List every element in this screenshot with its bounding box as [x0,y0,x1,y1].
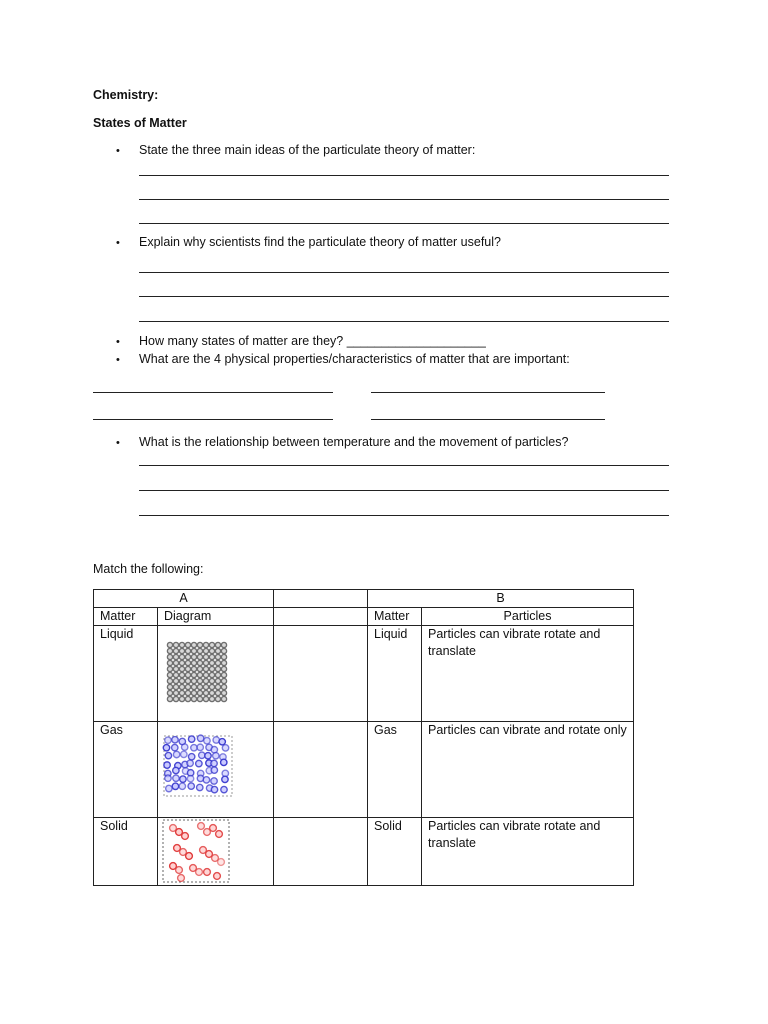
grid-particle [203,684,208,689]
grid-particle [209,648,214,653]
row-matter-a: Liquid [94,626,158,722]
blue-particle [219,739,225,745]
blue-particle [211,767,217,773]
blue-particle [173,767,179,773]
grid-particle [167,648,172,653]
answer-line[interactable] [139,272,669,273]
row-matter-b: Solid [368,818,422,886]
blue-particle [166,785,172,791]
grid-particle [197,666,202,671]
grid-particle [215,696,220,701]
bullet-1: • [116,145,120,157]
red-particle [198,823,205,830]
grid-particle [167,672,172,677]
question-2: Explain why scientists find the particulate theory of matter useful? [139,235,501,249]
grid-particle [167,684,172,689]
grid-particle [185,690,190,695]
grid-particle [197,660,202,665]
grid-particle [167,654,172,659]
grid-particle [209,642,214,647]
grid-particle [179,642,184,647]
grid-particle [167,642,172,647]
grid-particle [185,660,190,665]
question-1: State the three main ideas of the particulate theory of matter: [139,143,476,157]
grid-particle [197,690,202,695]
grid-particle [221,684,226,689]
blue-particle [222,745,228,751]
red-particle [210,825,217,832]
blue-particle [211,760,217,766]
grid-particle [215,684,220,689]
grid-particle [173,654,178,659]
blue-particle [203,777,209,783]
grid-particles-diagram [158,626,274,720]
grid-particle [191,660,196,665]
red-particle [186,853,193,860]
grid-particle [191,684,196,689]
grid-particle [215,648,220,653]
blue-particle [191,745,197,751]
grid-particle [185,684,190,689]
grid-particle [209,684,214,689]
grid-particle [179,672,184,677]
blue-particle [222,776,228,782]
bullet-4: • [116,354,120,366]
blue-particle [211,778,217,784]
match-title: Match the following: [93,562,204,576]
grid-particle [191,672,196,677]
blue-particle [181,744,187,750]
grid-particle [221,672,226,677]
grid-particle [179,696,184,701]
bullet-5: • [116,437,120,449]
grid-particle [197,678,202,683]
blue-particle [187,760,193,766]
grid-particle [191,690,196,695]
grid-particle [173,696,178,701]
blue-particle [204,737,210,743]
answer-line[interactable] [139,490,669,491]
grid-particle [215,678,220,683]
property-answer-line[interactable] [371,392,605,393]
grid-particle [167,696,172,701]
grid-particle [203,690,208,695]
row-matter-a: Solid [94,818,158,886]
match-answer-cell[interactable] [274,818,368,886]
grid-particle [197,672,202,677]
blue-particle [179,783,185,789]
diagram-cell [158,626,274,722]
grid-particle [191,696,196,701]
grid-particle [221,642,226,647]
blue-particle [211,786,217,792]
grid-particle [179,648,184,653]
red-particle [204,869,211,876]
grid-particle [185,678,190,683]
diagram-header: Diagram [158,608,274,626]
row-matter-b: Gas [368,722,422,818]
grid-particle [209,660,214,665]
red-particle [182,833,189,840]
grid-particle [215,660,220,665]
grid-particle [221,660,226,665]
grid-particle [173,648,178,653]
blue-particle [221,786,227,792]
blue-particle [188,754,194,760]
grid-particle [179,678,184,683]
match-answer-cell[interactable] [274,626,368,722]
grid-particle [185,666,190,671]
grid-particle [209,690,214,695]
grid-particle [173,678,178,683]
question-3: How many states of matter are they? ____________________ [139,334,486,348]
grid-particle [185,648,190,653]
particles-header: Particles [422,608,634,626]
diagram-cell [158,818,274,886]
blue-particle [172,737,178,743]
grid-particle [203,654,208,659]
grid-particle [197,654,202,659]
match-answer-cell[interactable] [274,590,368,608]
grid-particle [221,648,226,653]
grid-particle [191,642,196,647]
grid-particle [203,660,208,665]
grid-particle [215,654,220,659]
blue-particle [196,760,202,766]
blue-particle [172,783,178,789]
grid-particle [197,696,202,701]
grid-particle [179,654,184,659]
property-answer-line[interactable] [371,419,605,420]
answer-line[interactable] [139,465,669,466]
grid-particle [191,678,196,683]
grid-particle [185,642,190,647]
subject-heading: Chemistry: [93,88,159,102]
topic-heading: States of Matter [93,116,187,130]
bullet-3: • [116,336,120,348]
blue-particle [165,752,171,758]
red-spread-particles-diagram [158,818,274,884]
answer-line[interactable] [139,296,669,297]
grid-particle [173,666,178,671]
grid-particle [209,654,214,659]
grid-particle [221,678,226,683]
property-answer-line[interactable] [93,419,333,420]
blue-particle [163,745,169,751]
grid-particle [185,654,190,659]
row-particles: Particles can vibrate and rotate only [422,722,634,818]
grid-particle [179,684,184,689]
grid-particle [221,690,226,695]
blue-particle [205,753,211,759]
blue-particle [221,759,227,765]
grid-particle [191,654,196,659]
grid-particle [203,678,208,683]
question-5: What is the relationship between temperature and the movement of particles? [139,435,569,449]
grid-particle [215,642,220,647]
grid-particle [221,654,226,659]
blue-particle [173,775,179,781]
blue-clustered-particles-diagram [158,722,274,816]
grid-particle [197,684,202,689]
matter-b-header: Matter [368,608,422,626]
match-answer-cell[interactable] [274,608,368,626]
grid-particle [179,666,184,671]
red-particle [218,859,225,866]
red-particle [176,867,183,874]
grid-particle [209,666,214,671]
blue-particle [187,775,193,781]
grid-particle [203,666,208,671]
grid-particle [179,660,184,665]
column-a-header: A [94,590,274,608]
row-matter-a: Gas [94,722,158,818]
match-answer-cell[interactable] [274,722,368,818]
grid-particle [173,690,178,695]
grid-particle [191,648,196,653]
grid-particle [203,696,208,701]
property-answer-line[interactable] [93,392,333,393]
grid-particle [215,666,220,671]
red-particle [216,831,223,838]
grid-particle [209,678,214,683]
blue-particle [188,736,194,742]
grid-particle [203,672,208,677]
grid-particle [173,660,178,665]
answer-line[interactable] [139,199,669,200]
row-particles: Particles can vibrate rotate and translate [422,818,634,886]
blue-particle [197,784,203,790]
blue-particle [164,762,170,768]
blue-particle [197,744,203,750]
red-particle [196,869,203,876]
grid-particle [215,690,220,695]
grid-particle [167,678,172,683]
grid-particle [179,690,184,695]
grid-particle [173,684,178,689]
grid-particle [167,690,172,695]
blue-particle [188,783,194,789]
blue-particle [197,735,203,741]
grid-particle [185,672,190,677]
blue-particle [165,737,171,743]
blue-particle [173,751,179,757]
answer-line[interactable] [139,321,669,322]
grid-particle [197,648,202,653]
grid-particle [185,696,190,701]
grid-particle [209,696,214,701]
blue-particle [180,776,186,782]
matter-a-header: Matter [94,608,158,626]
grid-particle [173,672,178,677]
grid-particle [203,642,208,647]
answer-line[interactable] [139,515,669,516]
blue-particle [181,751,187,757]
blue-particle [165,775,171,781]
grid-particle [167,660,172,665]
matching-table [93,589,634,886]
grid-particle [197,642,202,647]
bullet-2: • [116,237,120,249]
blue-particle [172,744,178,750]
grid-particle [191,666,196,671]
grid-particle [221,666,226,671]
grid-particle [209,672,214,677]
question-4: What are the 4 physical properties/characteristics of matter that are important: [139,352,570,366]
blue-particle [213,753,219,759]
grid-particle [203,648,208,653]
row-particles: Particles can vibrate rotate and translate [422,626,634,722]
grid-particle [221,696,226,701]
row-matter-b: Liquid [368,626,422,722]
red-particle [178,875,185,882]
grid-particle [215,672,220,677]
red-particle [214,873,221,880]
grid-particle [167,666,172,671]
column-b-header: B [368,590,634,608]
blue-particle [199,752,205,758]
grid-particle [173,642,178,647]
answer-line[interactable] [139,223,669,224]
diagram-cell [158,722,274,818]
answer-line[interactable] [139,175,669,176]
